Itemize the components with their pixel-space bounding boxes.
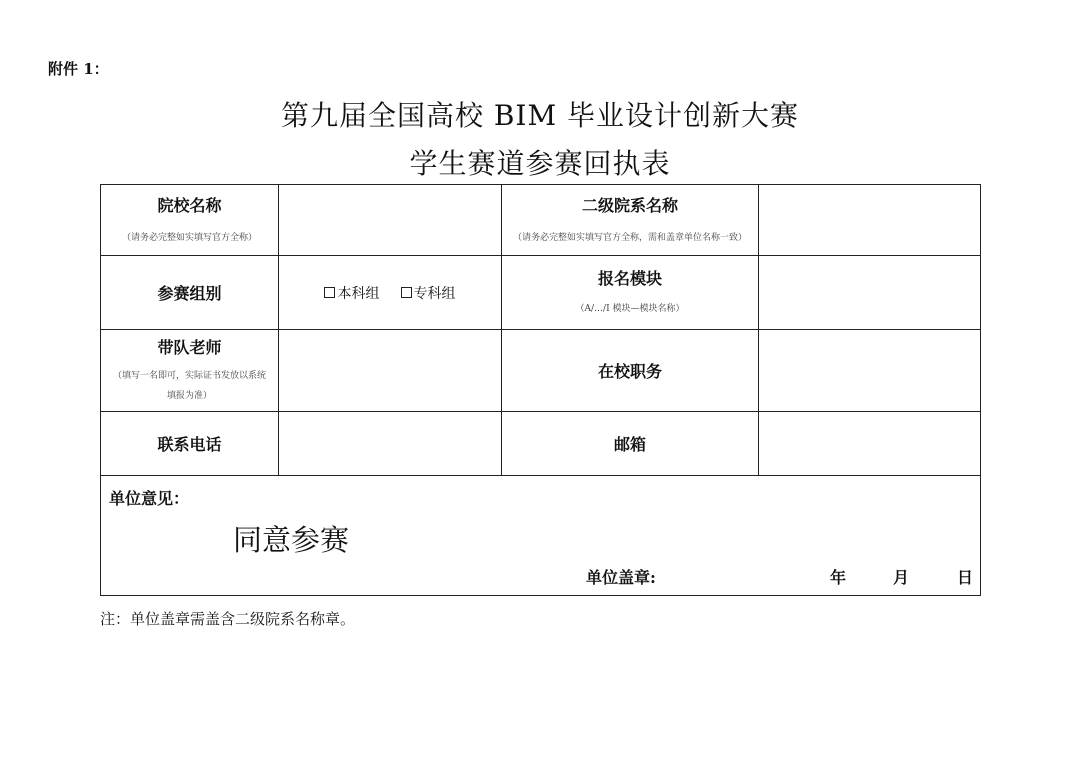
group-label-cell — [101, 256, 279, 330]
group-option-vocational[interactable] — [401, 283, 456, 303]
date-month-label: 月 — [893, 568, 910, 587]
group-option-undergraduate-label: 本科组 — [337, 285, 380, 302]
department-name-label-cell — [502, 185, 759, 256]
group-label: 参赛组别 — [157, 284, 222, 303]
school-name-hint: （请务必完整如实填写官方全称） — [121, 232, 257, 243]
table-row — [101, 476, 981, 596]
seal-label: 单位盖章: — [586, 568, 656, 587]
registration-form-table — [100, 184, 981, 596]
table-row — [101, 185, 981, 256]
email-field[interactable] — [759, 412, 981, 476]
advisor-hint: （填写一名即可，实际证书发放以系统填报为准） — [112, 371, 266, 401]
group-option-undergraduate[interactable] — [324, 283, 379, 303]
checkbox-icon[interactable] — [324, 287, 335, 298]
attachment-label: 附件 1： — [48, 60, 109, 78]
page-subtitle: 学生赛道参赛回执表 — [409, 147, 671, 180]
date-day-label: 日 — [957, 568, 974, 587]
opinion-label: 单位意见： — [109, 489, 190, 508]
opinion-text: 同意参赛 — [233, 523, 350, 557]
table-row — [101, 256, 981, 330]
advisor-label-cell — [101, 330, 279, 412]
department-name-hint: （请务必完整如实填写官方全称，需和盖章单位名称一致） — [512, 232, 747, 243]
phone-field[interactable] — [279, 412, 502, 476]
school-name-field[interactable] — [279, 185, 502, 256]
department-name-field[interactable] — [759, 185, 981, 256]
school-name-label-cell — [101, 185, 279, 256]
school-name-label: 院校名称 — [157, 195, 222, 215]
email-label: 邮箱 — [613, 435, 646, 454]
date-year-label: 年 — [830, 568, 847, 587]
position-label-cell — [502, 330, 759, 412]
email-label-cell — [502, 412, 759, 476]
group-options-cell — [279, 256, 502, 330]
module-label-cell — [502, 256, 759, 330]
department-name-label: 二级院系名称 — [581, 195, 678, 215]
module-hint: （A/…/I 模块—模块名称） — [575, 304, 685, 314]
advisor-label: 带队老师 — [157, 338, 222, 357]
phone-label: 联系电话 — [157, 435, 222, 454]
checkbox-icon[interactable] — [401, 287, 412, 298]
module-label: 报名模块 — [597, 269, 662, 288]
table-row — [101, 330, 981, 412]
footnote: 注：单位盖章需盖含二级院系名称章。 — [100, 610, 356, 628]
page-title: 第九届全国高校 BIM 毕业设计创新大赛 — [280, 99, 800, 132]
advisor-field[interactable] — [279, 330, 502, 412]
opinion-cell — [101, 476, 981, 596]
module-field[interactable] — [759, 256, 981, 330]
group-option-vocational-label: 专科组 — [413, 285, 456, 302]
position-label: 在校职务 — [597, 362, 662, 381]
table-row — [101, 412, 981, 476]
phone-label-cell — [101, 412, 279, 476]
position-field[interactable] — [759, 330, 981, 412]
